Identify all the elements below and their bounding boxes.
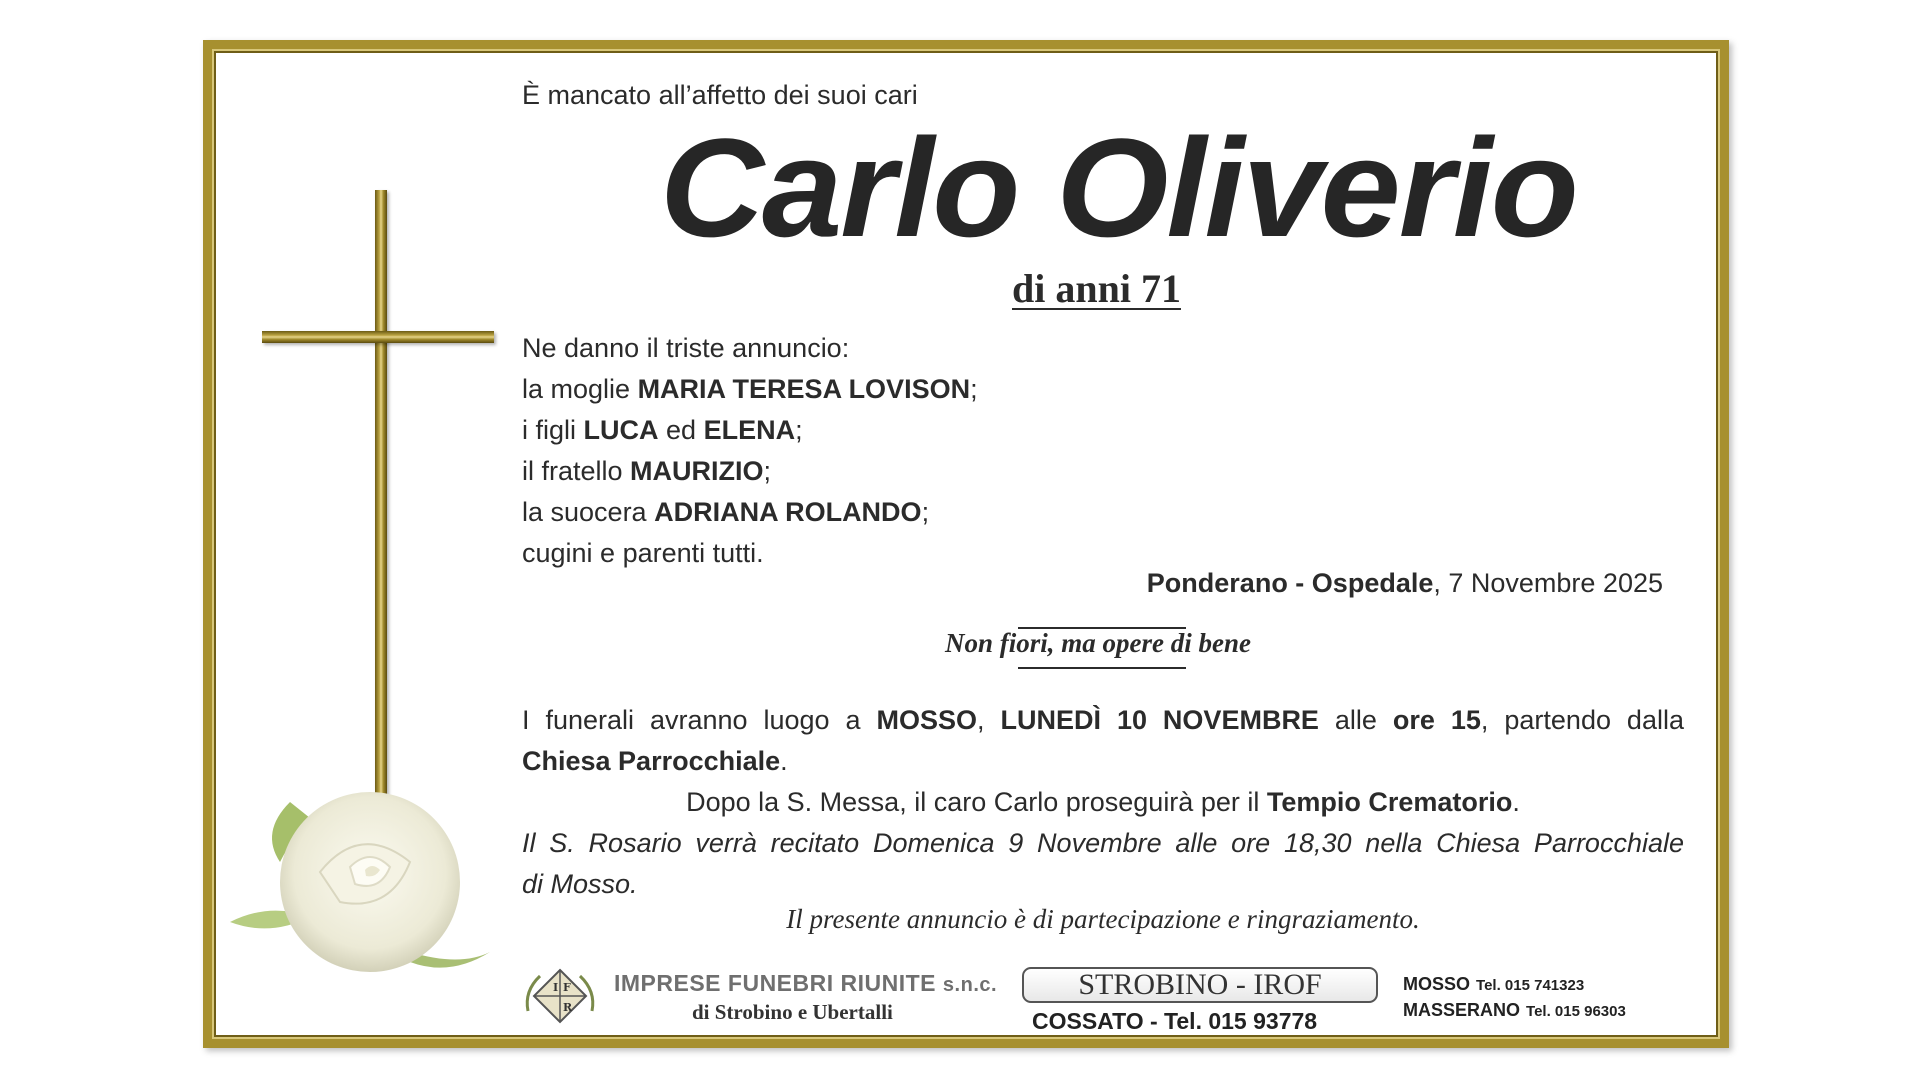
announcement-wife: la moglie MARIA TERESA LOVISON;: [522, 374, 978, 404]
firm-owners: di Strobino e Ubertalli: [692, 1000, 893, 1024]
cross-icon-arm: [262, 331, 494, 343]
rosary-line-2: di Mosso.: [522, 869, 638, 899]
age-text: di anni 71: [1012, 266, 1181, 311]
closing-text: Il presente annuncio è di partecipazione e ringraziamento.: [786, 904, 1420, 934]
white-rose-icon: [220, 752, 500, 1002]
ifr-logo-icon: [520, 966, 600, 1026]
funeral-line-1: I funerali avranno luogo a MOSSO, LUNEDÌ 10 NOVEMBRE alle ore 15, partendo dalla: [522, 705, 1684, 735]
motto-text: Non fiori, ma opere di bene: [945, 628, 1251, 658]
rosary-line-1: Il S. Rosario verrà recitato Domenica 9 Novembre alle ore 18,30 nella Chiesa Parrocchiale: [522, 828, 1684, 858]
firm-name: IMPRESE FUNEBRI RIUNITE s.n.c.: [614, 970, 998, 996]
announcement-brother: il fratello MAURIZIO;: [522, 456, 772, 486]
announcement-opening: Ne danno il triste annuncio:: [522, 333, 850, 363]
brand-box: STROBINO - IROF: [1022, 967, 1378, 1003]
cross-icon: [375, 190, 387, 820]
announcement-children: i figli LUCA ed ELENA;: [522, 415, 803, 445]
logo-letter-r: R: [563, 1001, 573, 1014]
intro-text: È mancato all’affetto dei suoi cari: [522, 80, 918, 110]
logo-letter-f: F: [563, 981, 571, 994]
announcement-relatives: cugini e parenti tutti.: [522, 538, 764, 568]
funeral-details: [522, 700, 1684, 905]
deceased-name: Carlo Oliverio: [660, 109, 1577, 266]
motto-rule-bottom: [1018, 667, 1186, 669]
cossato-contact: COSSATO - Tel. 015 93778: [1032, 1008, 1318, 1034]
logo-letter-i: I: [553, 981, 559, 994]
funeral-line-2: Chiesa Parrocchiale.: [522, 746, 788, 776]
masserano-contact: MASSERANO Tel. 015 96303: [1403, 1000, 1626, 1020]
mosso-contact: MOSSO Tel. 015 741323: [1403, 974, 1585, 994]
announcement-list: [522, 328, 978, 574]
funeral-crematorium: Dopo la S. Messa, il caro Carlo proseguirà per il Tempio Crematorio.: [686, 787, 1520, 817]
place-date: Ponderano - Ospedale, 7 Novembre 2025: [1146, 568, 1663, 598]
announcement-mother-in-law: la suocera ADRIANA ROLANDO;: [522, 497, 930, 527]
office-contacts: [1403, 972, 1626, 1024]
